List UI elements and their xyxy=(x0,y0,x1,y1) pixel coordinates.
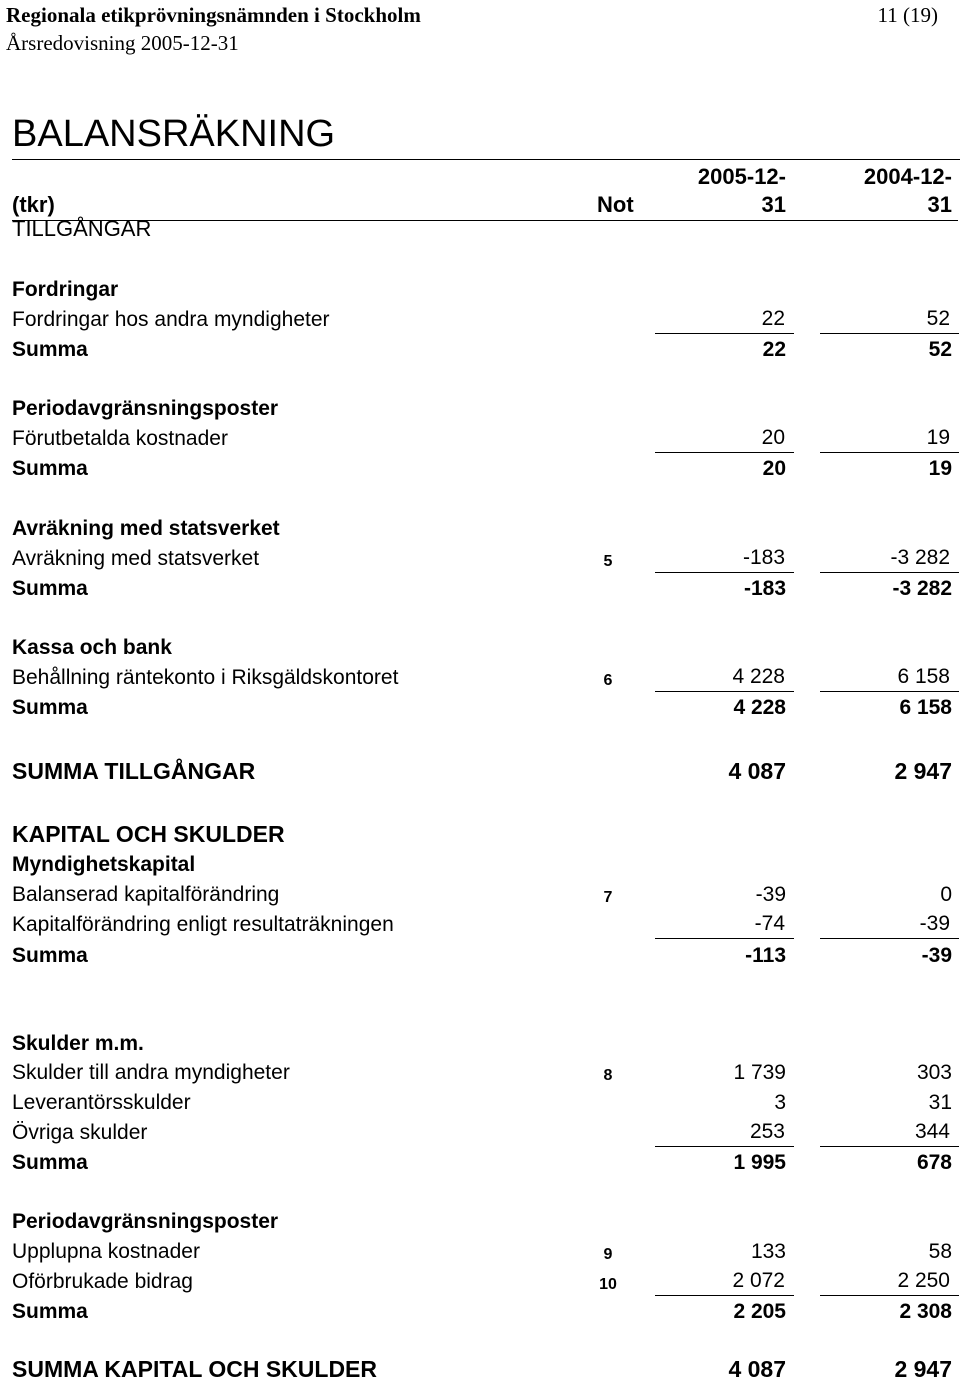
note-reference: 10 xyxy=(599,1276,617,1293)
value-2005: 4 087 xyxy=(728,758,786,784)
table-row xyxy=(0,1118,960,1148)
page-title: BALANSRÄKNING xyxy=(12,113,336,155)
section-heading-row xyxy=(0,633,960,663)
year1-header-bottom: 31 xyxy=(761,192,786,217)
value-2005: 2 205 xyxy=(733,1300,786,1323)
value-2005: 2 072 xyxy=(655,1267,794,1296)
summary-row xyxy=(0,335,960,365)
year2-header-bottom: 31 xyxy=(927,192,952,217)
value-2005: 3 xyxy=(774,1091,786,1114)
note-reference: 6 xyxy=(603,672,613,689)
row-label: Summa xyxy=(12,696,88,719)
summary-row xyxy=(0,1148,960,1178)
value-2004: 678 xyxy=(916,1151,952,1174)
row-label: Avräkning med statsverket xyxy=(12,547,260,570)
row-label: Oförbrukade bidrag xyxy=(12,1270,193,1293)
page-number: 11 (19) xyxy=(877,3,938,27)
value-2004: 58 xyxy=(928,1240,952,1263)
value-2005: 22 xyxy=(762,338,786,361)
table-row xyxy=(0,544,960,574)
value-2004: -3 282 xyxy=(820,544,959,573)
row-label: Upplupna kostnader xyxy=(12,1240,200,1263)
row-label: Skulder m.m. xyxy=(12,1032,144,1055)
value-2004: -3 282 xyxy=(892,577,952,600)
year1-header-top: 2005-12- xyxy=(697,164,786,189)
value-2005: 20 xyxy=(655,424,794,453)
table-row xyxy=(0,756,960,786)
row-label: TILLGÅNGAR xyxy=(12,216,152,241)
value-2005: 133 xyxy=(750,1240,786,1263)
row-label: Fordringar xyxy=(12,278,119,301)
row-label: Fordringar hos andra myndigheter xyxy=(12,308,330,331)
row-label: Summa xyxy=(12,457,88,480)
row-label: Leverantörsskulder xyxy=(12,1091,191,1114)
value-2005: 4 087 xyxy=(728,1356,786,1382)
value-2004: 19 xyxy=(928,457,952,480)
note-reference: 8 xyxy=(603,1067,613,1084)
value-2005: -183 xyxy=(743,577,786,600)
section-heading-row xyxy=(0,275,960,305)
section-heading-row xyxy=(0,514,960,544)
table-row xyxy=(0,1058,960,1088)
section-heading-row xyxy=(0,214,960,244)
value-2005: 1 739 xyxy=(733,1061,786,1084)
row-label: Skulder till andra myndigheter xyxy=(12,1061,290,1084)
summary-row xyxy=(0,574,960,604)
row-label: SUMMA TILLGÅNGAR xyxy=(12,758,256,784)
row-label: Kapitalförändring enligt resultaträkningen xyxy=(12,913,394,936)
value-2004: 6 158 xyxy=(899,696,952,719)
value-2004: 2 308 xyxy=(899,1300,952,1323)
value-2004: 19 xyxy=(820,424,959,453)
table-row xyxy=(0,1354,960,1384)
table-row xyxy=(0,424,960,454)
organization-name: Regionala etikprövningsnämnden i Stockholm xyxy=(6,3,421,27)
value-2005: 1 995 xyxy=(733,1151,786,1174)
row-label: Periodavgränsningsposter xyxy=(12,1210,279,1233)
summary-row xyxy=(0,693,960,723)
unit-label: (tkr) xyxy=(12,192,55,217)
summary-row xyxy=(0,941,960,971)
row-label: Summa xyxy=(12,577,88,600)
value-2004: 2 947 xyxy=(894,1356,952,1382)
note-reference: 9 xyxy=(603,1246,613,1263)
summary-row xyxy=(0,1297,960,1327)
value-2004: 31 xyxy=(928,1091,952,1114)
section-heading-row xyxy=(0,1029,960,1059)
value-2005: -183 xyxy=(655,544,794,573)
section-heading-row xyxy=(0,850,960,880)
value-2005: 22 xyxy=(655,305,794,334)
row-label: Avräkning med statsverket xyxy=(12,517,280,540)
row-label: Summa xyxy=(12,338,88,361)
value-2004: 6 158 xyxy=(820,663,959,692)
summary-row xyxy=(0,454,960,484)
value-2005: 20 xyxy=(762,457,786,480)
section-heading-row xyxy=(0,394,960,424)
table-row xyxy=(0,910,960,940)
row-label: KAPITAL OCH SKULDER xyxy=(12,821,285,847)
table-row xyxy=(0,305,960,335)
note-reference: 5 xyxy=(603,553,613,570)
value-2005: 4 228 xyxy=(655,663,794,692)
value-2005: -39 xyxy=(755,883,786,906)
document-title: Årsredovisning 2005-12-31 xyxy=(6,31,239,55)
row-label: Summa xyxy=(12,1300,88,1323)
section-heading-row xyxy=(0,819,960,849)
value-2004: 52 xyxy=(928,338,952,361)
row-label: Periodavgränsningsposter xyxy=(12,397,279,420)
row-label: Myndighetskapital xyxy=(12,853,196,876)
value-2005: -113 xyxy=(745,944,786,967)
row-label: Behållning räntekonto i Riksgäldskontoret xyxy=(12,666,399,689)
row-label: Balanserad kapitalförändring xyxy=(12,883,280,906)
table-row xyxy=(0,880,960,910)
value-2004: 0 xyxy=(940,883,952,906)
value-2004: 2 250 xyxy=(820,1267,959,1296)
table-row xyxy=(0,663,960,693)
value-2004: 52 xyxy=(820,305,959,334)
section-heading-row xyxy=(0,1207,960,1237)
note-column-header: Not xyxy=(597,192,634,217)
value-2004: -39 xyxy=(921,944,952,967)
row-label: Förutbetalda kostnader xyxy=(12,427,228,450)
value-2004: 303 xyxy=(916,1061,952,1084)
value-2004: -39 xyxy=(820,910,959,939)
value-2004: 2 947 xyxy=(894,758,952,784)
value-2005: -74 xyxy=(655,910,794,939)
table-row xyxy=(0,1267,960,1297)
table-row xyxy=(0,1088,960,1118)
table-row xyxy=(0,1237,960,1267)
row-label: Summa xyxy=(12,944,88,967)
row-label: Kassa och bank xyxy=(12,636,172,659)
value-2004: 344 xyxy=(820,1118,959,1147)
value-2005: 4 228 xyxy=(733,696,786,719)
row-label: SUMMA KAPITAL OCH SKULDER xyxy=(12,1356,378,1382)
row-label: Summa xyxy=(12,1151,88,1174)
note-reference: 7 xyxy=(603,889,613,906)
value-2005: 253 xyxy=(655,1118,794,1147)
row-label: Övriga skulder xyxy=(12,1121,148,1144)
year2-header-top: 2004-12- xyxy=(863,164,952,189)
